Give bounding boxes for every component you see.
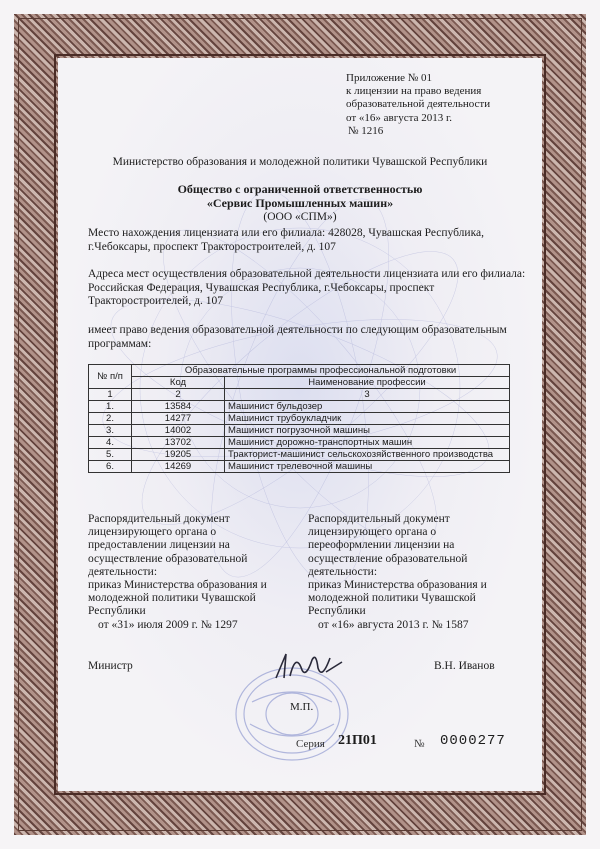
row-profession: Машинист трубоукладчик [225, 413, 510, 425]
row-num: 3. [89, 425, 132, 437]
appendix-header [346, 72, 546, 138]
form-number-label: № [414, 738, 425, 750]
table-header-group: Образовательные программы профессиональной подготовки [132, 365, 510, 377]
address-paragraph: Адреса мест осуществления образовательной деятельности лицензиата или его филиала: Российская Федерация, Чувашская Республика, г.Чебоксары, проспект Тракторостроителей, д. 107 [88, 268, 526, 307]
appendix-line: образовательной деятельности [346, 98, 491, 111]
row-profession: Машинист дорожно-транспортных машин [225, 437, 510, 449]
order-line: переоформлении лицензии на [308, 539, 455, 552]
organization-name-line: «Сервис Промышленных машин» [206, 196, 394, 210]
rights-paragraph: имеет право ведения образовательной деятельности по следующим образовательным программам: [88, 324, 507, 350]
form-number-value: 0000277 [440, 733, 506, 749]
organization-name-line: Общество с ограниченной ответственностью [177, 182, 423, 196]
table-row [89, 449, 510, 461]
row-code: 13702 [132, 437, 225, 449]
order-line: молодежной политики Чувашской [308, 592, 476, 605]
order-line: Распорядительный документ [308, 513, 450, 525]
order-line: Распорядительный документ [88, 513, 230, 525]
order-line: лицензирующего органа о [308, 526, 437, 539]
series-value: 21П01 [338, 733, 377, 748]
row-num: 2. [89, 413, 132, 425]
order-date-line: от «16» августа 2013 г. № 1587 [318, 618, 469, 631]
table-col-index: 3 [225, 389, 510, 401]
order-line: осуществление образовательной [88, 552, 248, 565]
signer-position: Министр [88, 660, 133, 672]
row-code: 14277 [132, 413, 225, 425]
order-line: лицензирующего органа о [88, 526, 217, 539]
ministry-name: Министерство образования и молодежной политики Чувашской Республики [112, 156, 488, 168]
appendix-line: № 1216 [348, 124, 384, 137]
table-row [89, 461, 510, 473]
appendix-line: от «16» августа 2013 г. [346, 111, 452, 124]
programs-table [88, 364, 510, 473]
order-line: деятельности: [308, 565, 378, 578]
table-row [89, 401, 510, 413]
organization-name [0, 182, 600, 210]
row-profession: Машинист бульдозер [225, 401, 510, 413]
order-line: предоставлении лицензии на [88, 539, 230, 552]
table-header-num: № п/п [89, 365, 132, 389]
order-line: деятельности: [88, 565, 158, 578]
table-header-name: Наименование профессии [225, 377, 510, 389]
organization-short-name: (ООО «СПМ») [263, 211, 337, 223]
appendix-line: Приложение № 01 [346, 72, 433, 84]
row-code: 14002 [132, 425, 225, 437]
order-line: приказ Министерства образования и [308, 579, 487, 592]
table-row [89, 437, 510, 449]
appendix-line: к лицензии на право ведения [346, 85, 482, 98]
signer-name: В.Н. Иванов [434, 660, 495, 672]
row-code: 13584 [132, 401, 225, 413]
row-code: 19205 [132, 449, 225, 461]
issuing-order-block [88, 513, 288, 632]
row-profession: Машинист погрузочной машины [225, 425, 510, 437]
table-col-index: 1 [89, 389, 132, 401]
order-line: осуществление образовательной [308, 552, 468, 565]
row-num: 6. [89, 461, 132, 473]
row-profession: Тракторист-машинист сельскохозяйственного производства [225, 449, 510, 461]
stamp-place-label: М.П. [290, 701, 314, 713]
table-col-index: 2 [132, 389, 225, 401]
row-num: 5. [89, 449, 132, 461]
series-label: Серия [296, 738, 325, 750]
row-code: 14269 [132, 461, 225, 473]
row-profession: Машинист трелевочной машины [225, 461, 510, 473]
order-line: приказ Министерства образования и [88, 579, 267, 592]
row-num: 1. [89, 401, 132, 413]
order-line: Республики [88, 605, 146, 618]
order-line: молодежной политики Чувашской [88, 592, 256, 605]
reissue-order-block [308, 513, 528, 632]
row-num: 4. [89, 437, 132, 449]
table-header-code: Код [132, 377, 225, 389]
table-row [89, 413, 510, 425]
table-row [89, 425, 510, 437]
minister-signature [268, 648, 348, 688]
order-line: Республики [308, 605, 366, 618]
location-paragraph: Место нахождения лицензиата или его филиала: 428028, Чувашская Республика, г.Чебоксары, проспект Тракторостроителей, д. 107 [88, 227, 484, 253]
order-date-line: от «31» июля 2009 г. № 1297 [98, 618, 238, 631]
